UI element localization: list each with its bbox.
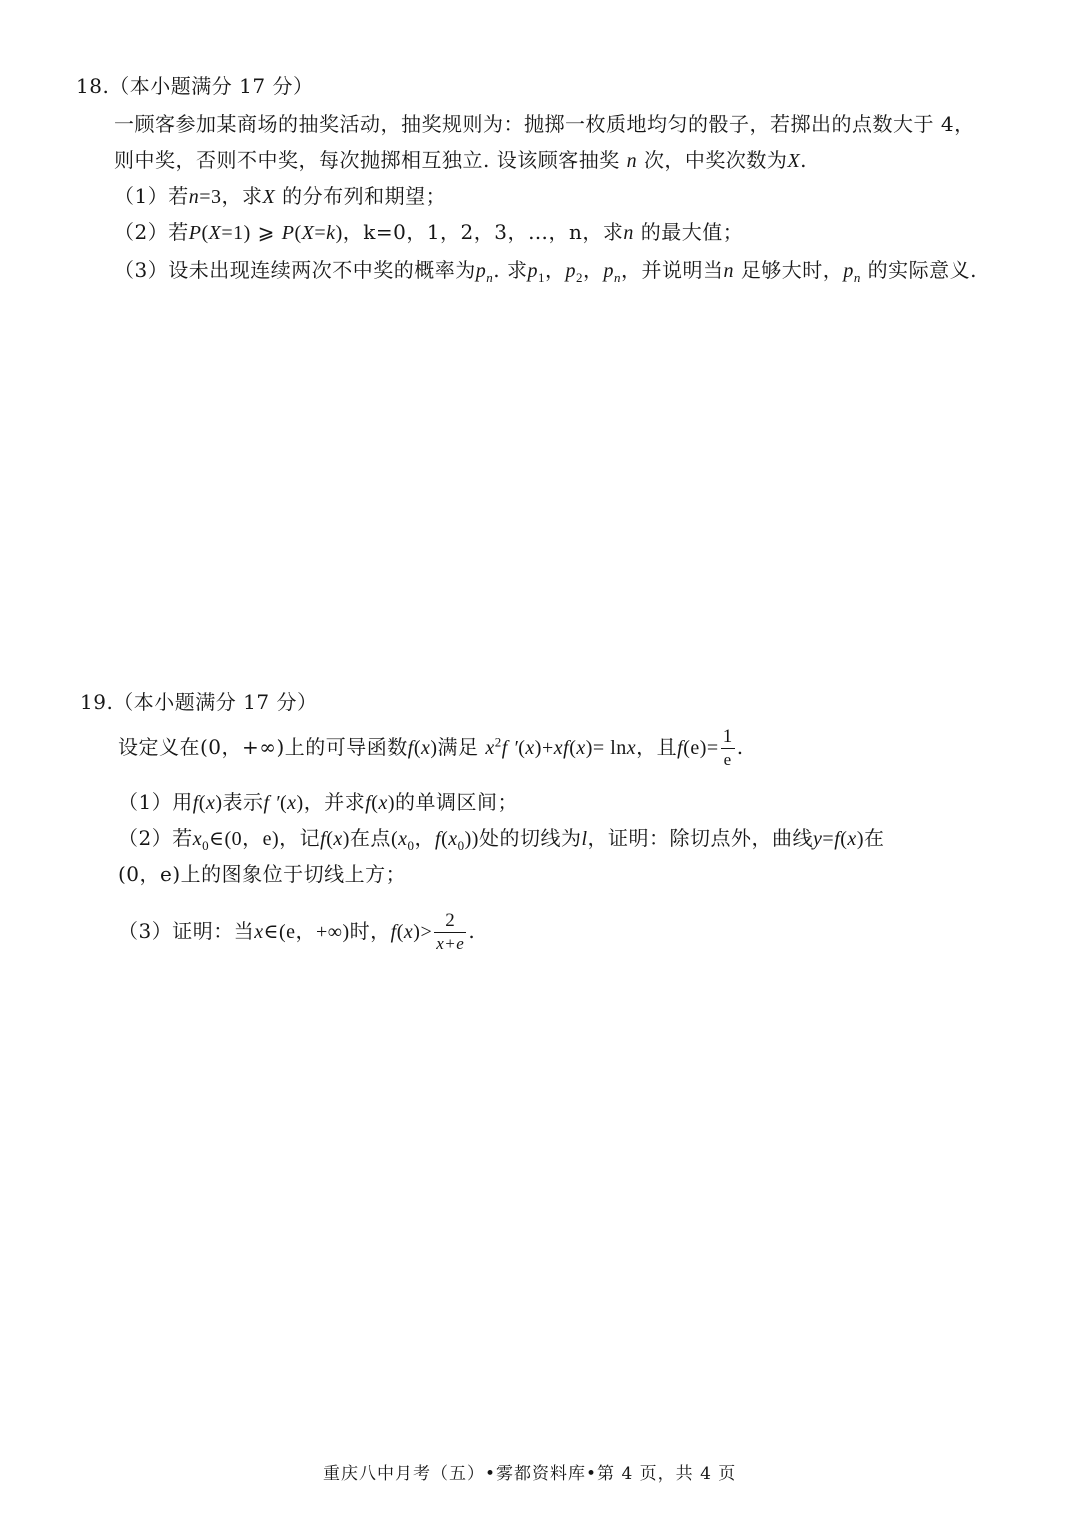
page-footer xyxy=(323,1463,736,1485)
page-footer-text: 重庆八中月考（五）•雾都资料库•第 4 页，共 4 页 xyxy=(323,1464,737,1484)
q19-stem: 设定义在(0，+∞)上的可导函数f(x)满足 $x^2f$ ′(x)+xf(x)= lnx，且f(e)= $\frac{1}{e}$ . xyxy=(118,726,744,769)
q18-stem-line1: 一顾客参加某商场的抽奖活动，抽奖规则为：抛掷一枚质地均匀的骰子，若掷出的点数大于 4， xyxy=(114,112,975,136)
q18-part2: （2）若P(X=1) ⩾ P(X=k)，k=0，1，2，3，…，n，求n 的最大值； xyxy=(114,220,744,244)
q18-header: 18.（本小题满分 17 分） xyxy=(76,74,314,98)
q19-stem-fraction: $\frac{1}{e}$ xyxy=(722,726,733,769)
q18-part3: （3）设未出现连续两次不中奖的概率为$p_n$. 求$p_1$，$p_2$，$p_n$，并说明当n 足够大时，$p_n$ 的实际意义. xyxy=(114,258,978,285)
q19-part2-line2: (0，e)上的图象位于切线上方； xyxy=(118,862,407,886)
q19-part3-fraction: $\frac{2}{x+e}$ xyxy=(436,910,465,953)
q19-header: 19.（本小题满分 17 分） xyxy=(80,690,318,714)
q19-part2: （2）若$x_0\in(0$，e)，记f(x)在点($x_0$，$f(x_0)$)处的切线为l，证明：除切点外，曲线y=f(x)在 xyxy=(118,826,885,853)
q19-part3: （3）证明：当x∈(e，+∞)时，f(x)> $\frac{2}{x+e}$ . xyxy=(118,910,476,953)
q18-stem-line2: 则中奖，否则不中奖，每次抛掷相互独立. 设该顾客抽奖 n 次，中奖次数为X. xyxy=(114,148,808,172)
q19-part1: （1）用f(x)表示f ′(x)，并求f(x)的单调区间； xyxy=(118,790,518,814)
q18-part1: （1）若n=3，求X 的分布列和期望； xyxy=(114,184,447,208)
